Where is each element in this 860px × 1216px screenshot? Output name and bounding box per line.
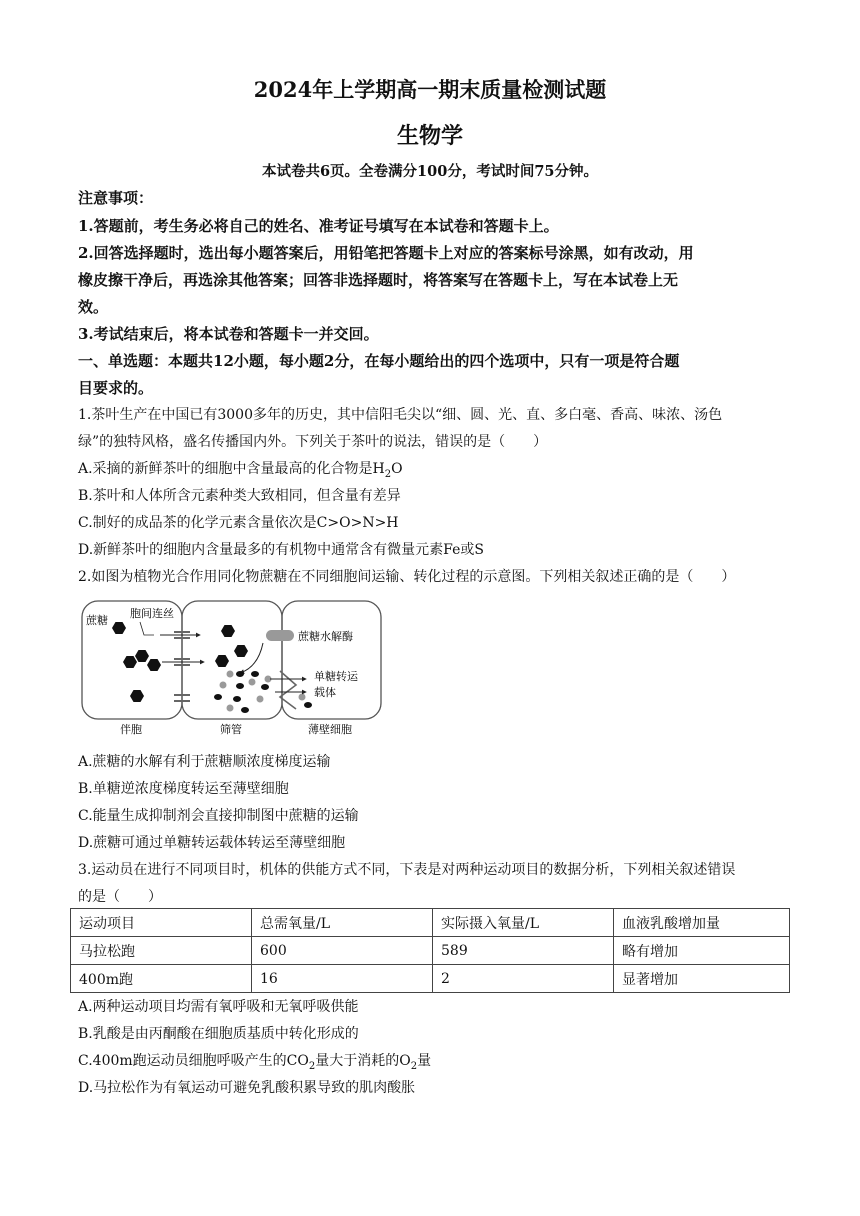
q3-option-c [78, 1050, 788, 1072]
table-cell: 16 [252, 965, 433, 993]
q3-option-a: A.两种运动项目均需有氧呼吸和无氧呼吸供能 [78, 999, 359, 1015]
label-carrier-cont: 载体 [314, 686, 336, 699]
subscript: 2 [410, 1060, 418, 1072]
section-heading: 一、单选题：本题共12小题，每小题2分，在每小题给出的四个选项中，只有一项是符合题 [78, 352, 680, 370]
label-plasmodesmata: 胞间连丝 [130, 607, 174, 620]
q1-stem-cont: 绿”的独特风格，盛名传播国内外。下列关于茶叶的说法，错误的是（ ） [78, 434, 548, 450]
q1-option-d: D.新鲜茶叶的细胞内含量最多的有机物中通常含有微量元素Fe或S [78, 542, 484, 558]
exam-title: 2024年上学期高一期末质量检测试题 [253, 77, 607, 102]
notes-heading: 注意事项： [78, 189, 154, 207]
q1-option-a [78, 458, 788, 480]
q2-option-b: B.单糖逆浓度梯度转运至薄壁细胞 [78, 781, 289, 797]
q3-option-d: D.马拉松作为有氧运动可避免乳酸积累导致的肌肉酸胀 [78, 1080, 416, 1096]
label-carrier: 单糖转运 [314, 670, 358, 683]
invertase-enzyme [266, 630, 294, 641]
table-cell: 2 [433, 965, 614, 993]
table-header-cell: 血液乳酸增加量 [614, 909, 790, 937]
label-parenchyma: 薄壁细胞 [308, 723, 352, 736]
label-sieve-tube: 筛管 [220, 723, 242, 736]
q3-stem: 3.运动员在进行不同项目时，机体的供能方式不同，下表是对两种运动项目的数据分析，下列相关叙述错误 [78, 862, 736, 878]
q2-option-c: C.能量生成抑制剂会直接抑制图中蔗糖的运输 [78, 808, 359, 824]
exam-info: 本试卷共6页。全卷满分100分，考试时间75分钟。 [261, 163, 599, 180]
note-item: 2.回答选择题时，选出每小题答案后，用铅笔把答题卡上对应的答案标号涂黑，如有改动，用 [78, 244, 694, 262]
q1-stem: 1.茶叶生产在中国已有3000多年的历史，其中信阳毛尖以“细、圆、光、直、多白毫、香高、味浓、汤色 [78, 407, 723, 423]
plasmodesmata-pointer [140, 622, 154, 635]
q3-stem-cont: 的是（ ） [78, 889, 162, 905]
q2-option-a: A.蔗糖的水解有利于蔗糖顺浓度梯度运输 [78, 754, 331, 770]
note-item: 效。 [78, 298, 109, 316]
q3-option-b: B.乳酸是由丙酮酸在细胞质基质中转化形成的 [78, 1026, 359, 1042]
table-cell: 略有增加 [614, 937, 790, 965]
q3-option-c-suffix: 量 [417, 1053, 432, 1069]
table-header-cell: 运动项目 [71, 909, 252, 937]
sucrose-transport-figure [80, 599, 385, 739]
q1-option-b: B.茶叶和人体所含元素种类大致相同，但含量有差异 [78, 488, 401, 504]
table-cell: 显著增加 [614, 965, 790, 993]
table-row [71, 965, 790, 993]
subscript: 2 [384, 468, 392, 480]
note-item: 3.考试结束后，将本试卷和答题卡一并交回。 [78, 325, 379, 343]
q1-option-a-suffix: O [391, 461, 403, 477]
table-cell: 589 [433, 937, 614, 965]
table-cell: 马拉松跑 [71, 937, 252, 965]
label-sucrose: 蔗糖 [86, 614, 108, 627]
table-header-row [71, 909, 790, 937]
q3-option-c-text: C.400m跑运动员细胞呼吸产生的CO [78, 1053, 309, 1069]
section-heading-cont: 目要求的。 [78, 379, 154, 397]
q1-option-c: C.制好的成品茶的化学元素含量依次是C>O>N>H [78, 515, 399, 531]
note-item: 橡皮擦干净后，再选涂其他答案；回答非选择题时，将答案写在答题卡上，写在本试卷上无 [78, 271, 679, 289]
q1-option-a-text: A.采摘的新鲜茶叶的细胞中含量最高的化合物是H [78, 461, 385, 477]
subject-title: 生物学 [396, 123, 463, 149]
parenchyma-outline [282, 601, 381, 719]
q3-data-table [70, 908, 790, 993]
table-header-cell: 实际摄入氧量/L [433, 909, 614, 937]
table-cell: 600 [252, 937, 433, 965]
note-item: 1.答题前，考生务必将自己的姓名、准考证号填写在本试卷和答题卡上。 [78, 217, 559, 235]
label-companion-cell: 伴胞 [120, 723, 142, 736]
sieve-tube-outline [182, 601, 282, 719]
q3-option-c-mid: 量大于消耗的O [315, 1053, 411, 1069]
subscript: 2 [308, 1060, 316, 1072]
table-row [71, 937, 790, 965]
table-header-cell: 总需氧量/L [252, 909, 433, 937]
table-cell: 400m跑 [71, 965, 252, 993]
q2-option-d: D.蔗糖可通过单糖转运载体转运至薄壁细胞 [78, 835, 346, 851]
label-invertase: 蔗糖水解酶 [298, 630, 353, 643]
q2-stem: 2.如图为植物光合作用同化物蔗糖在不同细胞间运输、转化过程的示意图。下列相关叙述正确的是（ ） [78, 569, 736, 585]
